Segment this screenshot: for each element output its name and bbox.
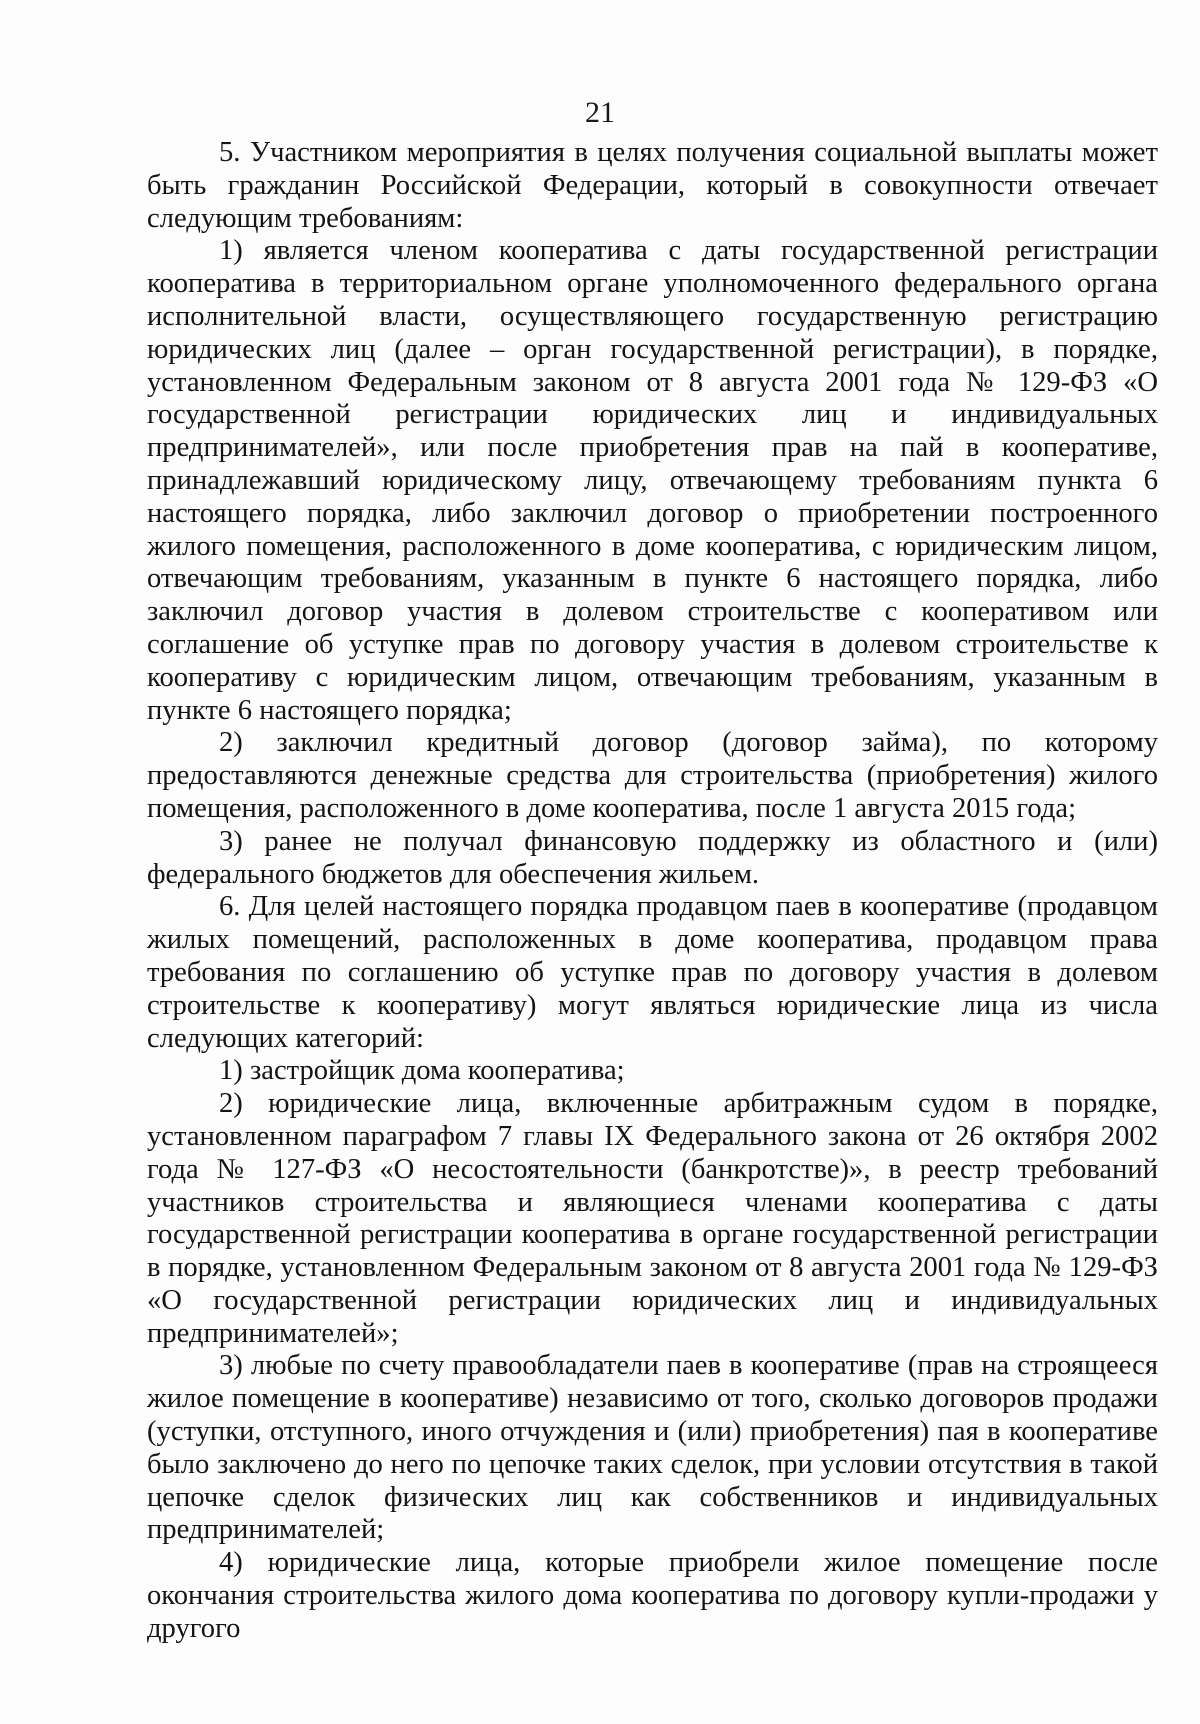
document-body [147,137,1158,1646]
paragraph-6: 6. Для целей настоящего порядка продавцом паев в кооперативе (продавцом жилых помещений, расположенных в доме кооператива, продавцом права требования по соглашению об уступке прав по договору участия в долевом строительстве к кооперативу) могут являться юридические лица из числа следующих категорий: [147,891,1158,1054]
paragraph-6-item-4: 4) юридические лица, которые приобрели жилое помещение после окончания строительства жилого дома кооператива по договору купли-продажи у другого [147,1547,1158,1644]
paragraph-6-item-2: 2) юридические лица, включенные арбитражным судом в порядке, установленном параграфом 7 главы IX Федерального закона от 26 октября 2002 года № 127-ФЗ «О несостоятельности (банкротстве)», в реестр требований участников строительства и являющиеся членами кооператива с даты государственной регистрации кооператива в органе государственной регистрации в порядке, установленном Федеральным законом от 8 августа 2001 года № 129-ФЗ «О государственной регистрации юридических лиц и индивидуальных предпринимателей»; [147,1088,1158,1349]
paragraph-5-item-1: 1) является членом кооператива с даты государственной регистрации кооператива в территориальном органе уполномоченного федерального органа исполнительной власти, осуществляющего государственную регистрацию юридических лиц (далее – орган государственной регистрации), в порядке, установленном Федеральным законом от 8 августа 2001 года № 129-ФЗ «О государственной регистрации юридических лиц и индивидуальных предпринимателей», или после приобретения прав на пай в кооперативе, принадлежавший юридическому лицу, отвечающему требованиям пункта 6 настоящего порядка, либо заключил договор о приобретении построенного жилого помещения, расположенного в доме кооператива, с юридическим лицом, отвечающим требованиям, указанным в пункте 6 настоящего порядка, либо заключил договор участия в долевом строительстве с кооперативом или соглашение об уступке прав по договору участия в долевом строительстве к кооперативу с юридическим лицом, отвечающим требованиям, указанным в пункте 6 настоящего порядка; [147,235,1158,726]
paragraph-5-item-3: 3) ранее не получал финансовую поддержку из областного и (или) федерального бюджетов для обеспечения жильем. [147,825,1158,890]
paragraph-6-item-1: 1) застройщик дома кооператива; [219,1055,625,1087]
paragraph-5-item-2: 2) заключил кредитный договор (договор займа), по которому предоставляются денежные средства для строительства (приобретения) жилого помещения, расположенного в доме кооператива, после 1 августа 2015 года; [147,727,1158,824]
page-number: 21 [585,96,615,129]
paragraph-5: 5. Участником мероприятия в целях получения социальной выплаты может быть гражданин Российской Федерации, который в совокупности отвечает следующим требованиям: [147,137,1158,234]
paragraph-6-item-3: 3) любые по счету правообладатели паев в кооперативе (прав на строящееся жилое помещение в кооперативе) независимо от того, сколько договоров продажи (уступки, отступного, иного отчуждения и (или) приобретения) пая в кооперативе было заключено до него по цепочке таких сделок, при условии отсутствия в такой цепочке сделок физических лиц как собственников и индивидуальных предпринимателей; [147,1350,1158,1546]
